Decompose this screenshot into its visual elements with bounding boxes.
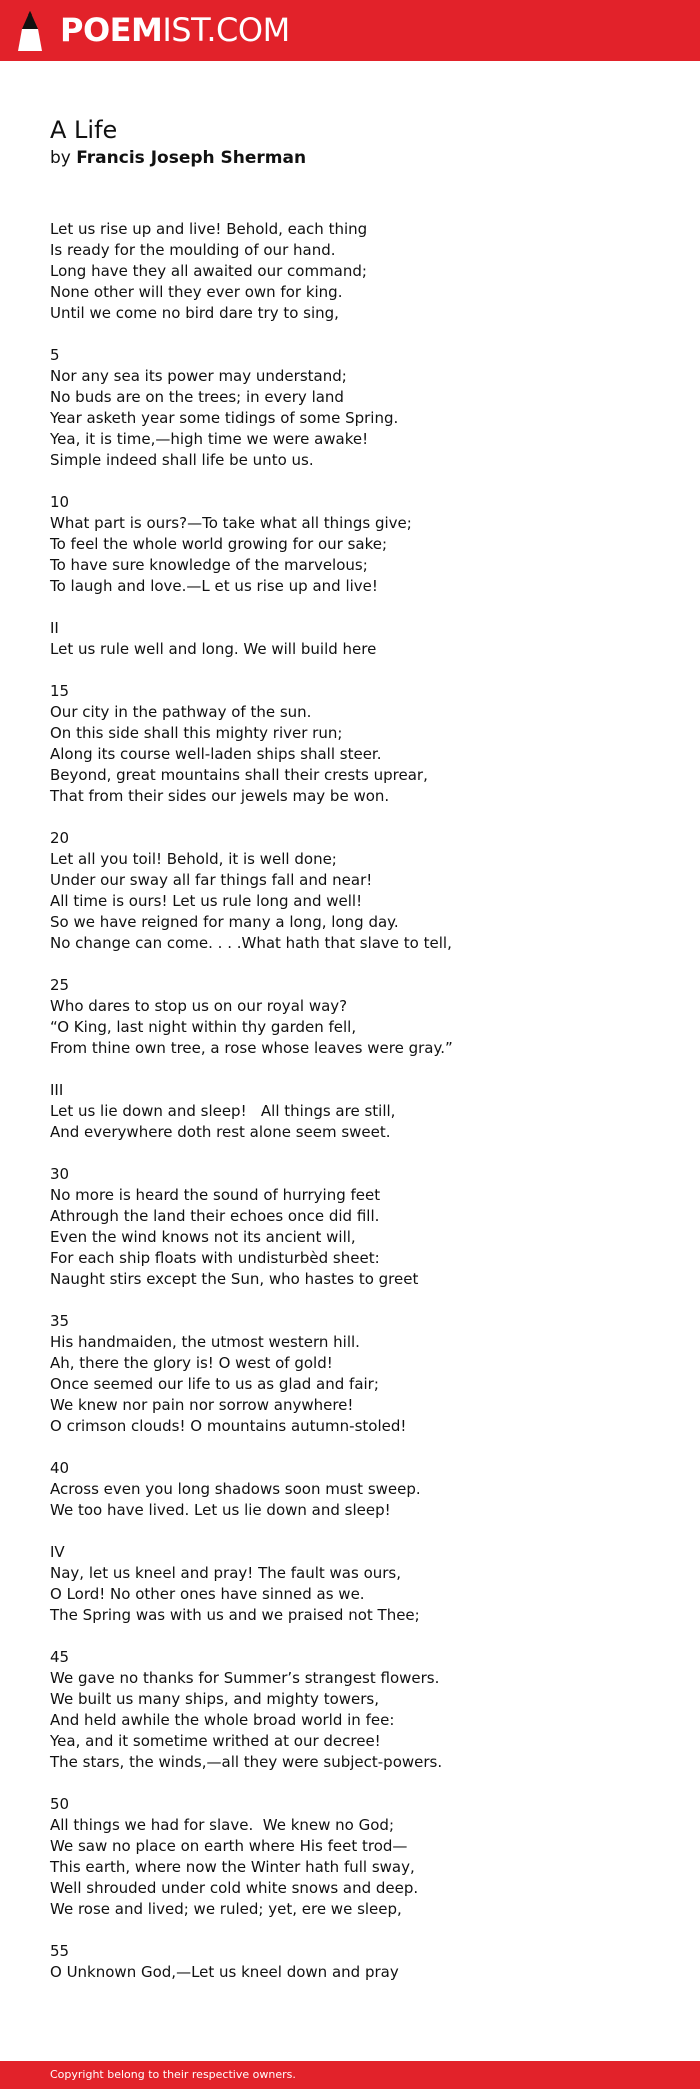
stanza-gap (50, 1521, 670, 1542)
poem-line: On this side shall this mighty river run; (50, 724, 343, 742)
poem-line: Under our sway all far things fall and near! (50, 871, 373, 889)
poem-line: To have sure knowledge of the marvelous; (50, 556, 368, 574)
poem-line: The Spring was with us and we praised not Thee; (50, 1606, 420, 1624)
copyright-text: Copyright belong to their respective owners. (50, 2068, 296, 2081)
stanza-gap (50, 660, 670, 681)
poem-title: A Life (50, 116, 118, 144)
pencil-tip-icon (18, 11, 42, 51)
poem-line: Simple indeed shall life be unto us. (50, 451, 314, 469)
poem-line: 35 (50, 1312, 70, 1330)
poem-line: So we have reigned for many a long, long day. (50, 913, 399, 931)
poem-line: Is ready for the moulding of our hand. (50, 241, 336, 259)
stanza-gap (50, 807, 670, 828)
site-footer (0, 2061, 700, 2089)
poem-line: No buds are on the trees; in every land (50, 388, 344, 406)
poem-line: 55 (50, 1942, 70, 1960)
poem-line: 30 (50, 1165, 70, 1183)
poem-line: 25 (50, 976, 70, 994)
stanza-gap (50, 471, 670, 492)
byline (50, 147, 306, 169)
poem-line: We saw no place on earth where His feet trod— (50, 1837, 408, 1855)
site-header (0, 0, 700, 61)
site-logo[interactable] (60, 12, 290, 48)
stanza-gap (50, 1059, 670, 1080)
poem-line: O Lord! No other ones have sinned as we. (50, 1585, 365, 1603)
poem-line: Yea, and it sometime writhed at our decree! (50, 1732, 381, 1750)
poem-line: O crimson clouds! O mountains autumn-stoled! (50, 1417, 407, 1435)
poem-line: Beyond, great mountains shall their crests uprear, (50, 766, 428, 784)
poem-line: What part is ours?—To take what all things give; (50, 514, 412, 532)
poem-line: 45 (50, 1648, 70, 1666)
poem-line: The stars, the winds,—all they were subject-powers. (50, 1753, 443, 1771)
poem-line: Once seemed our life to us as glad and fair; (50, 1375, 379, 1393)
by-label: by (50, 148, 71, 168)
poem-line: 5 (50, 346, 60, 364)
stanza-gap (50, 324, 670, 345)
poem-line: Year asketh year some tidings of some Spring. (50, 409, 399, 427)
poem-line: We gave no thanks for Summer’s strangest flowers. (50, 1669, 440, 1687)
poem-line: To feel the whole world growing for our sake; (50, 535, 388, 553)
poem-line: Let us rule well and long. We will build here (50, 640, 377, 658)
poem-line: All time is ours! Let us rule long and well! (50, 892, 363, 910)
poem-line: From thine own tree, a rose whose leaves were gray.” (50, 1039, 453, 1057)
poem-line: Naught stirs except the Sun, who hastes to greet (50, 1270, 419, 1288)
stanza-gap (50, 1437, 670, 1458)
poem-line: 15 (50, 682, 70, 700)
poem-line: Until we come no bird dare try to sing, (50, 304, 339, 322)
poem-line: Ah, there the glory is! O west of gold! (50, 1354, 333, 1372)
poem-line: No change can come. . . .What hath that slave to tell, (50, 934, 452, 952)
poem-body (50, 219, 670, 1983)
poem-line: That from their sides our jewels may be won. (50, 787, 390, 805)
stanza-gap (50, 597, 670, 618)
poem-line: Athrough the land their echoes once did fill. (50, 1207, 380, 1225)
logo-text-light: IST.COM (162, 11, 290, 49)
poem-line: We too have lived. Let us lie down and sleep! (50, 1501, 391, 1519)
poem-line: This earth, where now the Winter hath full sway, (50, 1858, 415, 1876)
stanza-gap (50, 1920, 670, 1941)
stanza-gap (50, 1290, 670, 1311)
poem-line: “O King, last night within thy garden fell, (50, 1018, 357, 1036)
poem-line: Long have they all awaited our command; (50, 262, 367, 280)
poem-line: No more is heard the sound of hurrying feet (50, 1186, 381, 1204)
poem-line: Along its course well-laden ships shall steer. (50, 745, 382, 763)
stanza-gap (50, 1626, 670, 1647)
poem-line: Let us rise up and live! Behold, each thing (50, 220, 368, 238)
poem-line: Nay, let us kneel and pray! The fault was ours, (50, 1564, 402, 1582)
poem-line: All things we had for slave. We knew no God; (50, 1816, 394, 1834)
poem-line: Yea, it is time,—high time we were awake! (50, 430, 369, 448)
poem-line: We rose and lived; we ruled; yet, ere we sleep, (50, 1900, 402, 1918)
author-name: Francis Joseph Sherman (76, 148, 307, 168)
poem-line: 20 (50, 829, 70, 847)
poem-line: And everywhere doth rest alone seem sweet. (50, 1123, 391, 1141)
poem-line: Nor any sea its power may understand; (50, 367, 347, 385)
poem-line: O Unknown God,—Let us kneel down and pray (50, 1963, 399, 1981)
poem-line: III (50, 1081, 64, 1099)
poem-line: Well shrouded under cold white snows and deep. (50, 1879, 419, 1897)
poem-line: We knew nor pain nor sorrow anywhere! (50, 1396, 354, 1414)
poem-line: II (50, 619, 59, 637)
poem-line: Across even you long shadows soon must sweep. (50, 1480, 421, 1498)
poem-line: Our city in the pathway of the sun. (50, 703, 312, 721)
poem-line: Even the wind knows not its ancient will, (50, 1228, 356, 1246)
poem-line: Let us lie down and sleep! All things are still, (50, 1102, 396, 1120)
logo-text-bold: POEM (60, 11, 163, 49)
poem-line: 40 (50, 1459, 70, 1477)
poem-line: 10 (50, 493, 70, 511)
poem-line: For each ship floats with undisturbèd sheet: (50, 1249, 380, 1267)
poem-line: IV (50, 1543, 65, 1561)
poem-line: 50 (50, 1795, 70, 1813)
poem-line: We built us many ships, and mighty towers, (50, 1690, 379, 1708)
poem-line: None other will they ever own for king. (50, 283, 343, 301)
poem-line: Let all you toil! Behold, it is well done; (50, 850, 337, 868)
poem-line: Who dares to stop us on our royal way? (50, 997, 348, 1015)
stanza-gap (50, 954, 670, 975)
poem-line: To laugh and love.—L et us rise up and live! (50, 577, 378, 595)
stanza-gap (50, 1143, 670, 1164)
poem-line: His handmaiden, the utmost western hill. (50, 1333, 360, 1351)
poem-line: And held awhile the whole broad world in fee: (50, 1711, 395, 1729)
stanza-gap (50, 1773, 670, 1794)
